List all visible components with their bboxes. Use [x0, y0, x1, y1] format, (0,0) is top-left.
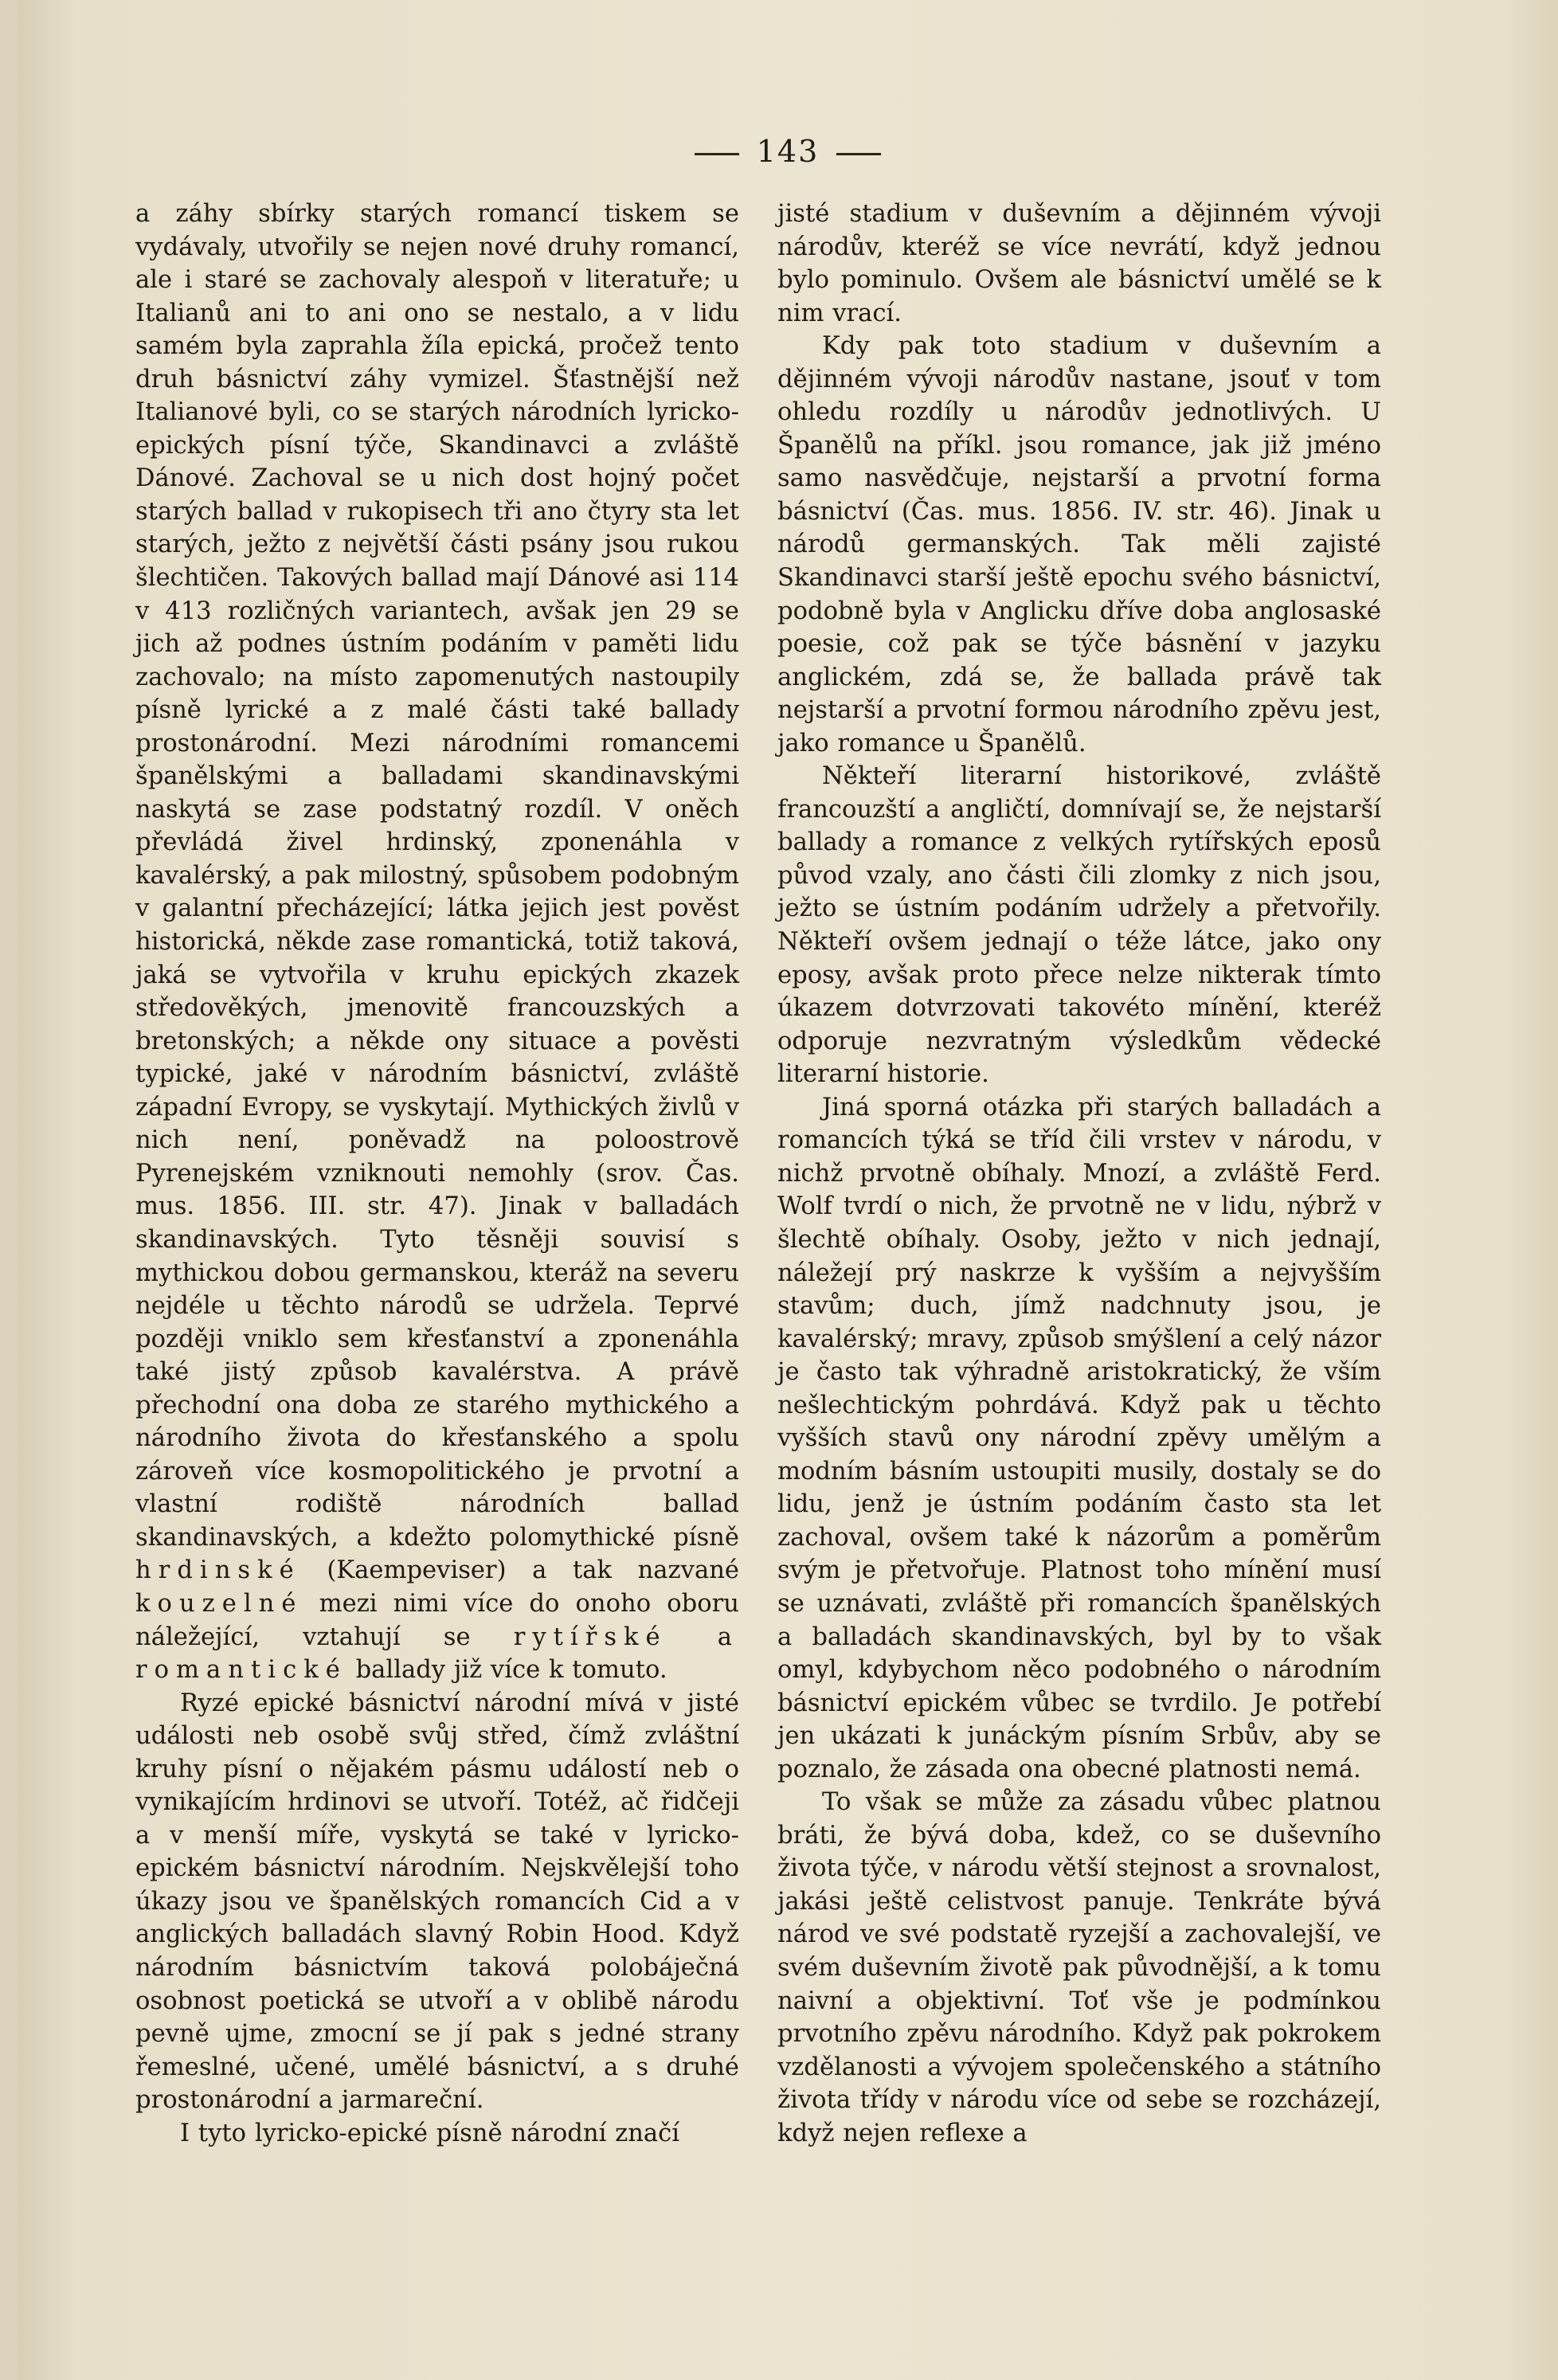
- paragraph-text: To však se může za zásadu vůbec platnou bráti, že bývá doba, kdež, co se duševního života týče, v národu větší stejnost a srovnalost, jakási ještě celistvost panuje. Tenkráte bývá národ ve své podstatě ryzejší a zachovalejší, ve svém duševním životě pak původnější, a k tomu naivní a objektivní. Toť vše je podmínkou prvotního zpěvu národního. Když pak pokrokem vzdělanosti a vývojem společenského a státního života třídy v národu více od sebe se rozcházejí, když nejen reflexe a: [777, 1788, 1381, 2147]
- right-column: [777, 198, 1381, 2150]
- left-column: [135, 198, 739, 2150]
- paragraph-text: a záhy sbírky starých romancí tiskem se vydávaly, utvořily se nejen nové druhy romancí, ale i staré se zachovaly alespoň v literatuře; u Italianů ani to ani ono se nestalo, a v lidu samém byla zaprahla žíla epická, pročež tento druh básnictví záhy vymizel. Šťastnější než Italianové byli, co se starých národních lyricko-epických písní týče, Skandinavci a zvláště Dánové. Zachoval se u nich dost hojný počet starých ballad v rukopisech tři ano čtyry sta let starých, ježto z největší části psány jsou rukou šlechtičen. Takových ballad mají Dánové asi 114 v 413 rozličných variantech, avšak jen 29 se jich až podnes ústním podáním v paměti lidu zachovalo; na místo zapomenutých nastoupily písně lyrické a z malé části také ballady prostonárodní. Mezi národními romancemi španělskými a balladami skandinavskými naskytá se zase podstatný rozdíl. V oněch převládá živel hrdinský, zponenáhla v kavalérský, a pak milostný, spůsobem podobným v galantní přecházející; látka jejich jest pověst historická, někde zase romantická, totiž taková, jaká se vytvořila v kruhu epických zkazek středověkých, jmenovitě francouzských a bretonských; a někde ony situace a pověsti typické, jaké v národním básnictví, zvláště západní Evropy, se vyskytají. Mythických živlů v nich není, poněvadž na poloostrově Pyrenejském vzniknouti nemohly (srov. Čas. mus. 1856. III. str. 47). Jinak v balladách skandinavských. Tyto těsněji souvisí s mythickou dobou germanskou, kteráž na severu nejdéle u těchto národů se udržela. Teprvé později vniklo sem křesťanství a zponenáhla také jistý způsob kavalérstva. A právě přechodní ona doba ze starého mythického a národního života do křesťanského a spolu zároveň více kosmopolitického je prvotní a vlastní rodiště národních ballad skandinavských, a kdežto polomythické písně: [135, 200, 739, 1552]
- paragraph-text: (Kaempeviser) a tak nazvané: [327, 1556, 739, 1585]
- folio-dash-right: [836, 153, 881, 155]
- paragraph-text: Jiná sporná otázka při starých balladách a romancích týká se tříd čili vrstev v národu, v nichž prvotně obíhaly. Mnozí, a zvláště Ferd. Wolf tvrdí o nich, že prvotně ne v lidu, nýbrž v šlechtě obíhaly. Osoby, ježto v nich jednají, náležejí prý naskrze k vyšším a nejvyšším stavům; duch, jímž nadchnuty jsou, je kavalérský; mravy, způsob smýšlení a celý názor je často tak výhradně aristokratický, že vším nešlechtickým pohrdává. Když pak u těchto vyšších stavů ony národní zpěvy umělým a modním básním ustoupiti musily, dostaly se do lidu, jenž je ústním podáním často sta let zachoval, ovšem také k názorům a poměrům svým je přetvořuje. Platnost toho mínění musí se uznávati, zvláště při romancích španělských a balladách skandinavských, byl by to však omyl, kdybychom něco podobného o národním básnictví epickém vůbec se tvrdilo. Je potřebí jen ukázati k junáckým písním Srbův, aby se poznalo, že zásada ona obecné platnosti nemá.: [777, 1093, 1381, 1783]
- paragraph-text: Ryzé epické básnictví národní mívá v jisté události neb osobě svůj střed, čímž zvláštní kruhy písní o nějakém pásmu událostí neb o vynikajícím hrdinovi se utvoří. Totéž, ač řidčeji a v menší míře, vyskytá se také v lyricko-epickém básnictví národním. Nejskvělejší toho úkazy jsou ve španělských romancích Cid a v anglických balladách slavný Robin Hood. Když národním básnictvím taková polobáječná osobnost poetická se utvoří a v oblibě národu pevně ujme, zmocní se jí pak s jedné strany řemeslné, učené, umělé básnictví, a s druhé prostonárodní a jarmareční.: [135, 1689, 739, 2115]
- left-paragraph-1: [135, 198, 739, 1687]
- left-paragraph-3: [135, 2117, 739, 2151]
- paragraph-text: jisté stadium v duševním a dějinném vývoji národův, kteréž se více nevrátí, když jednou bylo pominulo. Ovšem ale básnictví umělé se k nim vrací.: [777, 200, 1381, 327]
- emphasis-hrdinske: hrdinské: [135, 1556, 301, 1585]
- paragraph-text: mezi nimi více do onoho oboru náležející, vztahují se: [135, 1589, 740, 1651]
- paragraph-text: ballady již více k tomuto.: [355, 1656, 667, 1685]
- paragraph-text: Někteří literarní historikové, zvláště francouzští a angličtí, domnívají se, že nejstarší ballady a romance z velkých rytířských eposů původ vzaly, ano části čili zlomky z nich jsou, ježto se ústním podáním udržely a přetvořily. Někteří ovšem jednají o téže látce, jako ony eposy, avšak proto přece nelze nikterak tímto úkazem dotvrzovati takovéto mínění, kteréž odporuje nezvratným výsledkům vědecké literarní historie.: [777, 762, 1381, 1089]
- emphasis-rytirske-romanticke: rytířské a romantické: [135, 1623, 739, 1685]
- paragraph-text: Kdy pak toto stadium v duševním a dějinném vývoji národův nastane, jsouť v tom ohledu rozdíly u národův jednotlivých. U Španělů na příkl. jsou romance, jak již jméno samo nasvědčuje, nejstarší a prvotní forma básnictví (Čas. mus. 1856. IV. str. 46). Jinak u národů germanských. Tak měli zajisté Skandinavci starší ještě epochu svého básnictví, podobně byla v Anglicku dříve doba anglosaské poesie, což pak se týče básnění v jazyku anglickém, zdá se, že ballada právě tak nejstarší a prvotní formou národního zpěvu jest, jako romance u Španělů.: [777, 332, 1381, 757]
- folio-dash-left: [695, 153, 739, 155]
- emphasis-kouzelne: kouzelné: [135, 1589, 303, 1618]
- page-number: [18, 134, 1558, 169]
- right-paragraph-4: [777, 1091, 1381, 1786]
- left-paragraph-2: [135, 1687, 739, 2117]
- right-paragraph-1: [777, 198, 1381, 330]
- right-paragraph-2: [777, 330, 1381, 760]
- right-paragraph-3: [777, 760, 1381, 1090]
- paragraph-text: I tyto lyricko-epické písně národní značí: [180, 2119, 680, 2147]
- book-page: [18, 0, 1558, 2380]
- page-number-text: 143: [756, 134, 820, 169]
- right-paragraph-5: [777, 1786, 1381, 2150]
